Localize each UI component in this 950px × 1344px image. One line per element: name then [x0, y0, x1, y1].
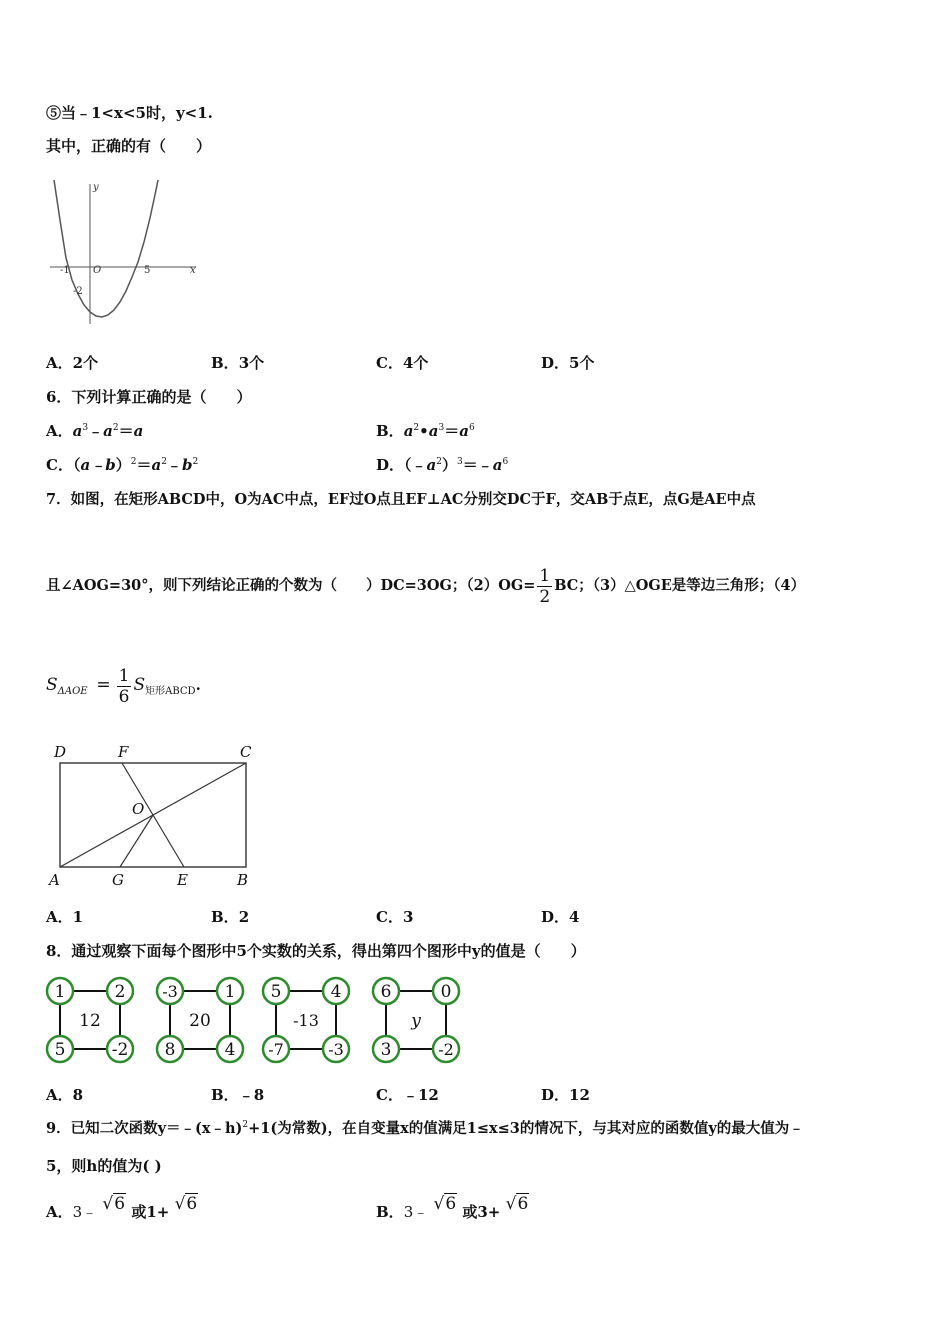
fig1-bottom-left: 5 — [54, 1040, 66, 1060]
rectangle-figure — [46, 742, 266, 892]
graph-label-x: x — [190, 265, 196, 276]
q7-option-b[interactable]: B．2 — [211, 908, 250, 926]
q6-option-b[interactable]: B．$a^2•a^3=a^6$ — [376, 422, 475, 440]
question-8-stem: 8．通过观察下面每个图形中5个实数的关系，得出第四个图形中y的值是（ ） — [46, 942, 586, 960]
fig2-bottom-right: 4 — [224, 1040, 236, 1060]
q6-option-a[interactable]: A．$a^3﹣a^2=a$ — [46, 422, 144, 440]
sqrt-6-b2: √6 — [505, 1194, 529, 1214]
sqrt-6-a1: √6 — [102, 1194, 126, 1214]
parabola-graph — [46, 176, 206, 328]
fig2-top-left: -3 — [162, 982, 178, 1001]
point-o: O — [132, 800, 145, 818]
fig3-top-right: 4 — [330, 982, 342, 1002]
vertex-c: C — [240, 743, 252, 761]
q5-option-a[interactable]: A．2个 — [46, 354, 99, 372]
fig1-top-left: 1 — [54, 982, 66, 1002]
fig1-center: 12 — [79, 1011, 101, 1031]
area-formula: $S_{\Delta AOE}$ = $\frac{1}{6}$ $S_{矩形ABCD}$. — [46, 665, 201, 707]
vertex-a: A — [49, 871, 60, 889]
figure-1 — [47, 978, 133, 1062]
point-g: G — [112, 871, 124, 889]
question-7-line1: 7．如图，在矩形ABCD中，O为AC中点，EF过O点且EF⊥AC分别交DC于F，交AB于点E，点G是AE中点 — [46, 491, 756, 508]
q5-option-d[interactable]: D．5个 — [541, 354, 595, 372]
fig2-bottom-left: 8 — [164, 1040, 176, 1060]
fig3-bottom-right: -3 — [328, 1040, 344, 1059]
number-square-figures — [40, 972, 480, 1068]
question-5-prompt: 其中，正确的有（ ） — [46, 137, 212, 155]
q9-option-a[interactable]: A．3﹣ √6 或1+ √6 — [46, 1194, 198, 1221]
q8-option-b[interactable]: B．﹣8 — [211, 1086, 265, 1104]
point-e: E — [177, 871, 188, 889]
question-9-line2: 5，则h的值为( ) — [46, 1157, 162, 1175]
sqrt-6-b1: √6 — [433, 1194, 457, 1214]
fig1-top-right: 2 — [114, 982, 126, 1002]
fig3-top-left: 5 — [270, 982, 282, 1002]
q6-option-d[interactable]: D．$(﹣a^2)^3=﹣a^6$ — [376, 456, 509, 474]
fig1-bottom-right: -2 — [111, 1040, 129, 1060]
fig2-center: 20 — [189, 1011, 211, 1031]
fig4-center: y — [411, 1011, 421, 1031]
q5-option-b[interactable]: B．3个 — [211, 354, 265, 372]
q7-option-c[interactable]: C．3 — [376, 908, 414, 926]
q8-option-d[interactable]: D．12 — [541, 1086, 590, 1104]
question-7-line2: 且∠AOG=30°，则下列结论正确的个数为（ ）DC=3OG；（2）OG= $\frac{1}{2}$ BC；（3）△OGE是等边三角形；（4） — [46, 565, 806, 607]
fig4-top-left: 6 — [380, 982, 392, 1002]
q9-option-b[interactable]: B．3﹣ √6 或3+ √6 — [376, 1194, 529, 1221]
fig3-bottom-left: -7 — [268, 1040, 284, 1059]
graph-label-neg2: -2 — [73, 286, 83, 297]
point-f: F — [118, 743, 129, 761]
fig4-top-right: 0 — [440, 982, 452, 1002]
q7-option-d[interactable]: D．4 — [541, 908, 580, 926]
sqrt-6-a2: √6 — [174, 1194, 198, 1214]
fig4-bottom-left: 3 — [380, 1040, 392, 1060]
graph-label-origin: O — [93, 265, 102, 276]
fig4-bottom-right: -2 — [438, 1040, 454, 1059]
q5-option-c[interactable]: C．4个 — [376, 354, 429, 372]
fraction-one-half: $\frac{1}{2}$ — [539, 565, 551, 607]
vertex-b: B — [237, 871, 249, 889]
vertex-d: D — [54, 743, 67, 761]
question-6-stem: 6．下列计算正确的是（ ） — [46, 388, 252, 406]
figure-4 — [373, 978, 459, 1062]
graph-label-5: 5 — [144, 265, 151, 276]
fig2-top-right: 1 — [224, 982, 236, 1002]
fig3-center: -13 — [293, 1011, 319, 1030]
figure-2 — [157, 978, 243, 1062]
graph-label-neg1: -1 — [60, 265, 70, 276]
question-9-line1: 9．已知二次函数y＝﹣(x﹣h)$^2$+1(为常数)，在自变量x的值满足1≤x≤3的情况下，与其对应的函数值y的最大值为﹣ — [46, 1120, 804, 1137]
q6-option-c[interactable]: C．$(a﹣b)^2=a^2﹣b^2$ — [46, 456, 199, 474]
q8-option-c[interactable]: C．﹣12 — [376, 1086, 439, 1104]
figure-3 — [263, 978, 349, 1062]
statement-5: ⑤当﹣1<x<5时，y<1. — [46, 104, 213, 122]
q7-option-a[interactable]: A．1 — [46, 908, 84, 926]
q8-option-a[interactable]: A．8 — [46, 1086, 84, 1104]
graph-label-y: y — [93, 182, 99, 193]
